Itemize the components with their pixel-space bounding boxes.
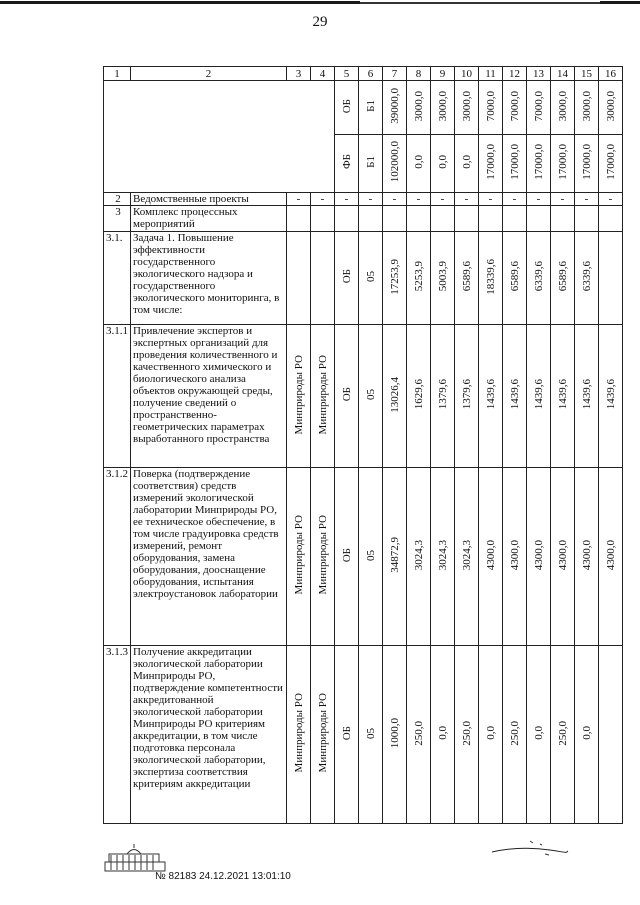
value-cell: 4300,0 — [599, 468, 623, 646]
value-cell: 7000,0 — [503, 81, 527, 135]
value-cell: 17000,0 — [527, 135, 551, 193]
page-number: 29 — [312, 14, 328, 30]
row-verification — [104, 468, 623, 646]
value-cell: 6589,6 — [503, 232, 527, 325]
col-number: 3 — [287, 67, 311, 81]
value-cell: 1439,6 — [479, 325, 503, 468]
value-cell: 1439,6 — [551, 325, 575, 468]
col-number: 4 — [311, 67, 335, 81]
fund-source-cell: ОБ — [335, 468, 359, 646]
value-cell: 3000,0 — [455, 81, 479, 135]
col-number: 5 — [335, 67, 359, 81]
col-number: 7 — [383, 67, 407, 81]
value-cell: 0,0 — [479, 646, 503, 824]
carry-over-blank — [104, 81, 335, 193]
value-cell: 5003,9 — [431, 232, 455, 325]
value-cell: 3000,0 — [599, 81, 623, 135]
registration-stamp: № 82183 24.12.2021 13:01:10 — [155, 871, 291, 882]
fund-source-cell: ФБ — [335, 135, 359, 193]
col-number: 1 — [104, 67, 131, 81]
value-cell: 4300,0 — [479, 468, 503, 646]
col-number: 15 — [575, 67, 599, 81]
carry-over-row-ob — [104, 81, 623, 135]
row-departmental-projects: 2 Ведомственные проекты - - - - - - - - - - - - - - — [104, 193, 623, 206]
row-accreditation — [104, 646, 623, 824]
executor-cell — [287, 232, 311, 325]
value-cell: 1439,6 — [575, 325, 599, 468]
value-cell: 250,0 — [407, 646, 431, 824]
value-cell: 4300,0 — [575, 468, 599, 646]
col-number: 13 — [527, 67, 551, 81]
coexecutor-cell: Минприроды РО — [311, 468, 335, 646]
row-number: 2 — [104, 193, 131, 206]
signature-mark — [490, 838, 570, 862]
budget-table — [103, 66, 623, 824]
value-cell: 0,0 — [455, 135, 479, 193]
row-title: Задача 1. Повышение эффективности государственного экологического надзора и государственного экологического мониторинга, в том числе: — [131, 232, 287, 325]
col-number: 6 — [359, 67, 383, 81]
value-cell: 6589,6 — [455, 232, 479, 325]
row-title: Комплекс процессных мероприятий — [131, 206, 287, 232]
value-cell: 1379,6 — [431, 325, 455, 468]
col-number: 8 — [407, 67, 431, 81]
col-number: 12 — [503, 67, 527, 81]
executor-cell: Минприроды РО — [287, 646, 311, 824]
code-cell: 05 — [359, 468, 383, 646]
value-cell — [599, 232, 623, 325]
row-number: 3.1.2 — [104, 468, 131, 646]
value-cell: 250,0 — [503, 646, 527, 824]
value-cell: 4300,0 — [527, 468, 551, 646]
value-cell: 3024,3 — [431, 468, 455, 646]
value-cell: 13026,4 — [383, 325, 407, 468]
row-title: Привлечение экспертов и экспертных организаций для проведения количественного и качественного химического и биологического анализа объектов окружающей среды, получение сведений о пространственно-геометрических параметрах выработанного пространства — [131, 325, 287, 468]
row-title: Поверка (подтверждение соответствия) средств измерений экологической лаборатории Минприроды РО, ее техническое обеспечение, в том числе градуировка средств измерений, ремонт оборудования, замена оборудования, дооснащение оборудования, испытания электроустановок лаборатории — [131, 468, 287, 646]
value-cell: 39000,0 — [383, 81, 407, 135]
code-cell: Б1 — [359, 81, 383, 135]
executor-cell: Минприроды РО — [287, 468, 311, 646]
value-cell: 3024,3 — [455, 468, 479, 646]
row-title: Ведомственные проекты — [131, 193, 287, 206]
fund-source-cell: ОБ — [335, 325, 359, 468]
value-cell: 4300,0 — [551, 468, 575, 646]
coexecutor-cell: Минприроды РО — [311, 646, 335, 824]
value-cell: 17253,9 — [383, 232, 407, 325]
value-cell: 0,0 — [431, 646, 455, 824]
code-cell: Б1 — [359, 135, 383, 193]
value-cell: 6339,6 — [527, 232, 551, 325]
value-cell: 250,0 — [455, 646, 479, 824]
value-cell: 0,0 — [575, 646, 599, 824]
value-cell: 6339,6 — [575, 232, 599, 325]
value-cell: 1439,6 — [527, 325, 551, 468]
value-cell: 3000,0 — [575, 81, 599, 135]
value-cell: 17000,0 — [575, 135, 599, 193]
coexecutor-cell: Минприроды РО — [311, 325, 335, 468]
col-number: 16 — [599, 67, 623, 81]
value-cell: 18339,6 — [479, 232, 503, 325]
value-cell: 17000,0 — [479, 135, 503, 193]
coexecutor-cell — [311, 232, 335, 325]
value-cell: 34872,9 — [383, 468, 407, 646]
value-cell: 1000,0 — [383, 646, 407, 824]
value-cell: 17000,0 — [503, 135, 527, 193]
value-cell: 7000,0 — [479, 81, 503, 135]
row-number: 3.1.1 — [104, 325, 131, 468]
value-cell: 0,0 — [431, 135, 455, 193]
code-cell: 05 — [359, 232, 383, 325]
value-cell: 1439,6 — [503, 325, 527, 468]
row-process-complex — [104, 206, 623, 232]
col-number: 2 — [131, 67, 287, 81]
value-cell: 1629,6 — [407, 325, 431, 468]
value-cell: 17000,0 — [551, 135, 575, 193]
scan-top-edge — [0, 0, 640, 6]
col-number: 10 — [455, 67, 479, 81]
value-cell: 102000,0 — [383, 135, 407, 193]
row-number: 3 — [104, 206, 131, 232]
col-number: 14 — [551, 67, 575, 81]
value-cell: 3024,3 — [407, 468, 431, 646]
value-cell: 3000,0 — [407, 81, 431, 135]
value-cell: 250,0 — [551, 646, 575, 824]
value-cell — [599, 646, 623, 824]
value-cell: 0,0 — [527, 646, 551, 824]
value-cell: 7000,0 — [527, 81, 551, 135]
row-experts — [104, 325, 623, 468]
row-number: 3.1.3 — [104, 646, 131, 824]
column-number-row — [104, 67, 623, 81]
code-cell: 05 — [359, 646, 383, 824]
row-title: Получение аккредитации экологической лаборатории Минприроды РО, подтверждение компетентности аккредитованной экологической лаборатории Минприроды РО критериям аккредитации, в том числе подготовка персонала экологической лаборатории, экспертиза соответствия критериям аккредитации — [131, 646, 287, 824]
value-cell: 4300,0 — [503, 468, 527, 646]
value-cell: 3000,0 — [431, 81, 455, 135]
fund-source-cell: ОБ — [335, 646, 359, 824]
building-emblem-icon — [103, 842, 183, 874]
row-task-1 — [104, 232, 623, 325]
value-cell: 5253,9 — [407, 232, 431, 325]
fund-source-cell: ОБ — [335, 232, 359, 325]
value-cell: 1439,6 — [599, 325, 623, 468]
fund-source-cell: ОБ — [335, 81, 359, 135]
row-number: 3.1. — [104, 232, 131, 325]
value-cell: 0,0 — [407, 135, 431, 193]
col-number: 9 — [431, 67, 455, 81]
value-cell: 17000,0 — [599, 135, 623, 193]
col-number: 11 — [479, 67, 503, 81]
value-cell: 6589,6 — [551, 232, 575, 325]
executor-cell: Минприроды РО — [287, 325, 311, 468]
value-cell: 3000,0 — [551, 81, 575, 135]
value-cell: 1379,6 — [455, 325, 479, 468]
code-cell: 05 — [359, 325, 383, 468]
